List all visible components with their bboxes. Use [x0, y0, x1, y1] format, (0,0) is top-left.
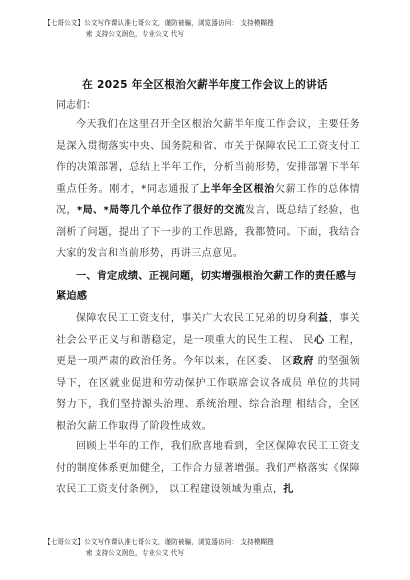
header-line-1: 【七哥公文】公文写作课认准七哥公文，谨防被骗，浏览器访问： 支持模糊搜 [44, 19, 274, 27]
paragraph-achievements [56, 308, 360, 437]
paragraph-intro-text-1: 今天我们在这里召开全区根治欠薪半年度工作会议，主要任务是深入贯彻落实中央、国务院和省、市关于保障农民工工资支付工作的决策部署，总结上半年工作，分析当前形势，安排部署下半年重点任务。刚才，*同志通报了 [56, 119, 360, 195]
paragraph-achievements-bold-2: 心 [314, 334, 325, 346]
page-footer-note [44, 537, 384, 559]
paragraph-intro-bold-2: *局、*局等几个单位作了很好的交流 [76, 205, 246, 216]
footer-line-2: 索 支持公文润色，专业公文 代写 [86, 549, 185, 557]
paragraph-review [56, 436, 360, 501]
footer-line-1: 【七哥公文】公文写作课认准七哥公文，谨防被骗，浏览器访问： 支持模糊搜 [44, 538, 274, 546]
paragraph-achievements-text-3: 工程，更是一项严肃的政治任务。今年以来，在区委、 区 [56, 334, 361, 367]
paragraph-achievements-bold-3: 政府 [292, 356, 315, 367]
paragraph-achievements-text-4: 的坚强领导下，在区就业促进和劳动保护工作联席会议各成员 单位的共同努力下，我们坚持源头治理、系统治理、综合治理 相结合，全区根治欠薪工作取得了阶段性成效。 [56, 356, 360, 432]
paragraph-review-text-1: 回顾上半年的工作，我们欣喜地看到，全区保障农民工工资支付的制度体系更加健全，工作合力显著增强。我们严格落实《保障农民工工资支付条例》， 以工程建设领域为重点， [56, 441, 360, 495]
paragraph-intro-text-3: 发言，既总结了经验，也剖析了问题，提出了下一步的工作思路，我都赞同。下面，我结合大家的发言和当前形势，再讲三点意见。 [56, 205, 360, 259]
paragraph-intro-bold-1: 上半年全区根治 [200, 183, 275, 195]
paragraph-achievements-text-2: ，事关社会公平正义与和谐稳定，是一项重大的民生工程、 民 [56, 313, 361, 346]
paragraph-achievements-text-1: 保障农民工工资支付，事关广大农民工兄弟的切身利 [76, 313, 319, 324]
paragraph-intro-text-2: 欠薪工作的总体情况， [56, 183, 360, 216]
paragraph-review-bold-1: 扎 [283, 484, 294, 495]
section-heading-1: 一、肯定成绩、正视问题，切实增强根治欠薪工作的责任感与紧迫感 [56, 271, 357, 302]
paragraph-achievements-bold-1: 益 [318, 313, 329, 324]
document-title: 在 2025 年全区根治欠薪半年度工作会议上的讲话 [82, 79, 328, 91]
page-header-note [44, 18, 384, 40]
salutation: 同志们： [56, 100, 96, 111]
header-line-2: 索 支持公文润色，专业公文 代写 [86, 30, 185, 38]
paragraph-intro [56, 114, 360, 265]
